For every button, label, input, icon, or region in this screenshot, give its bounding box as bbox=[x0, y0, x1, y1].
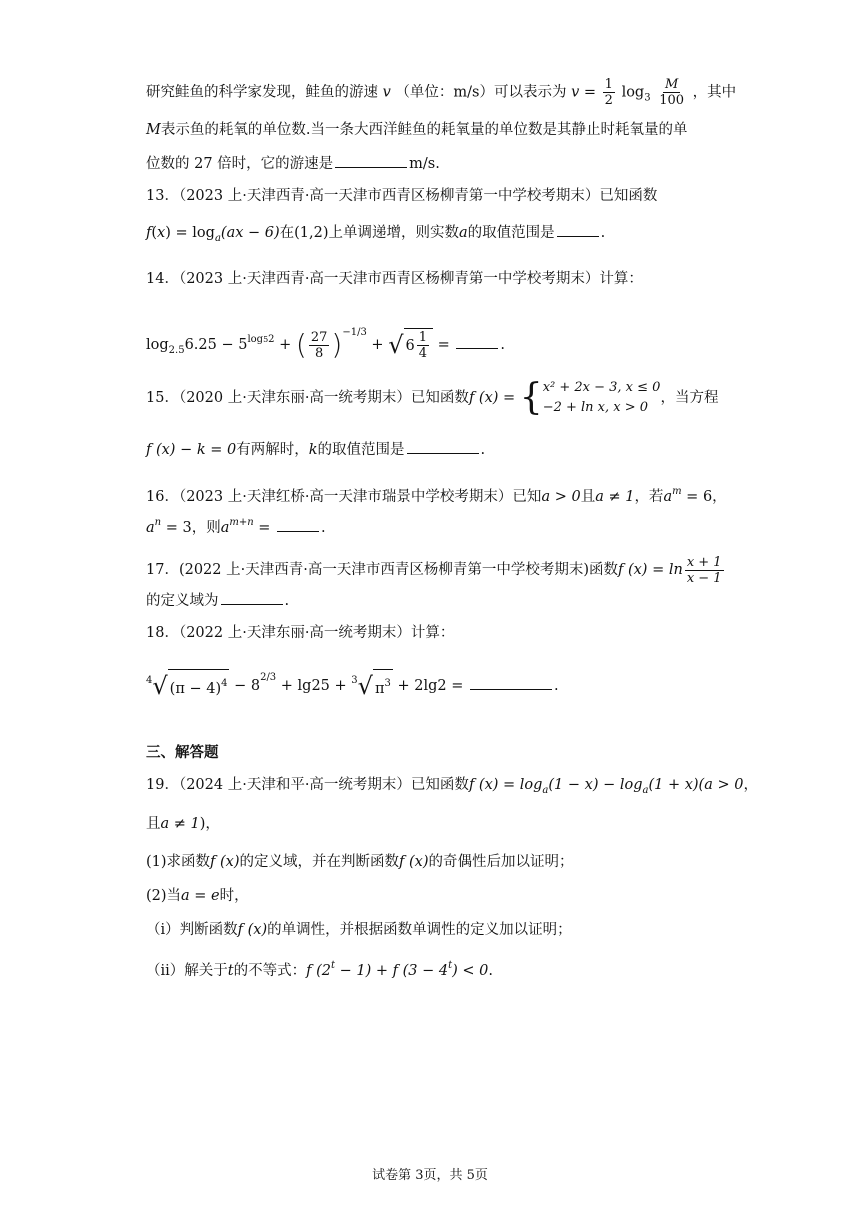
p12-formula-lhs: v = bbox=[571, 84, 601, 101]
p18-minus8: − 8 bbox=[229, 678, 261, 694]
p19-source: 19．（2024 上·天津和平·高一统考期末）已知函数 bbox=[146, 777, 469, 793]
p16-am-val: = 6 bbox=[681, 489, 713, 505]
p19-f1: (1 − x) − log bbox=[548, 777, 643, 793]
p19-comma: ， bbox=[743, 777, 758, 793]
p16-line2 bbox=[146, 513, 820, 538]
answer-blank[interactable] bbox=[335, 153, 407, 168]
p13-f: f bbox=[146, 225, 152, 241]
p19-base2: a bbox=[642, 785, 649, 796]
p19-and: 且 bbox=[146, 816, 161, 832]
q2-text1: (2)当 bbox=[146, 888, 182, 904]
p17-source: 17．(2022 上·天津西青·高一天津市西青区杨柳青第一中学校考期末)函数 bbox=[146, 562, 618, 578]
p12-text3: ，其中 bbox=[692, 84, 737, 101]
p14-power: −1/3 bbox=[342, 327, 367, 338]
qii-t2: t bbox=[448, 960, 453, 971]
p12-text4: 表示鱼的耗氧的单位数.当一条大西洋鲑鱼的耗氧量的单位数是其静止时耗氧量的单 bbox=[160, 122, 688, 138]
right-paren: ) bbox=[331, 328, 343, 361]
p12-unit: m/s. bbox=[409, 156, 440, 172]
p13-arg: (ax − 6) bbox=[220, 225, 280, 241]
p15-fx: f (x) = bbox=[468, 390, 520, 406]
p19-base1: a bbox=[542, 785, 549, 796]
p12-m-frac bbox=[657, 77, 686, 108]
p15-case1: x² + 2x − 3, x ≤ 0 bbox=[542, 380, 661, 395]
qii-end: ) < 0 bbox=[452, 963, 489, 979]
p12-half-frac bbox=[603, 77, 615, 108]
p13-tail2: 的取值范围是 bbox=[467, 225, 555, 241]
p16-comma: ， bbox=[712, 489, 727, 505]
p16-and: 且 bbox=[580, 489, 596, 505]
p14-eq: = bbox=[433, 337, 455, 353]
q1-text1: (1)求函数 bbox=[146, 854, 211, 870]
frac-den: 100 bbox=[659, 93, 685, 108]
radical-sign: √ bbox=[357, 672, 373, 700]
frac-den: 4 bbox=[418, 346, 428, 361]
p14-minus5: − 5 bbox=[216, 337, 248, 353]
p16-eq: = bbox=[253, 520, 276, 536]
answer-blank[interactable] bbox=[456, 334, 498, 349]
p15-text: 有两解时， bbox=[236, 442, 309, 458]
p19-head bbox=[146, 775, 820, 801]
frac-num: 1 bbox=[418, 330, 428, 345]
p15-head bbox=[146, 378, 820, 418]
q1-text2: 的定义域，并在判断函数 bbox=[239, 854, 400, 870]
p16-end: . bbox=[321, 520, 326, 536]
p12-var-m: M bbox=[146, 122, 161, 138]
qii-ineq1: f (2 bbox=[306, 963, 331, 979]
p18-lg25: + lg25 + bbox=[276, 678, 352, 694]
p17-fx: f (x) = ln bbox=[618, 562, 683, 578]
q2-cond: a = e bbox=[181, 888, 220, 904]
p12-log: log bbox=[621, 84, 645, 101]
p15-k: k bbox=[308, 442, 318, 458]
p12-log-base: 3 bbox=[644, 92, 651, 104]
p15-tail: ，当方程 bbox=[660, 390, 719, 406]
p16-cond2: a ≠ 1 bbox=[595, 489, 635, 505]
p15-text2: 的取值范围是 bbox=[317, 442, 405, 458]
qii-mid: − 1) + f (3 − 4 bbox=[335, 963, 449, 979]
p14-end: . bbox=[500, 337, 505, 353]
qii-t1: t bbox=[330, 960, 335, 971]
p19-qii bbox=[146, 956, 820, 981]
p12-text2: （单位：m/s）可以表示为 bbox=[395, 84, 567, 101]
radical-sign: √ bbox=[152, 672, 168, 700]
p19-f2: (1 + x)(a > 0 bbox=[648, 777, 744, 793]
p12-var-v: v bbox=[382, 84, 391, 101]
answer-blank[interactable] bbox=[557, 222, 599, 237]
p19-q2 bbox=[146, 886, 820, 906]
p16-an-val: = 3 bbox=[161, 520, 192, 536]
p18-formula bbox=[146, 664, 820, 703]
qi-fx: f (x) bbox=[237, 922, 268, 938]
p18-root4 bbox=[152, 669, 229, 703]
p18-root3 bbox=[358, 669, 393, 703]
qii-dot: . bbox=[488, 963, 493, 979]
p15-source: 15．（2020 上·天津东丽·高一统考期末）已知函数 bbox=[146, 390, 469, 406]
q1-text3: 的奇偶性后加以证明； bbox=[428, 854, 574, 870]
sqrt-int: 6 bbox=[405, 337, 415, 354]
root-index: 3 bbox=[351, 675, 358, 686]
p16-am: a bbox=[663, 489, 673, 505]
p16-m-exp: m bbox=[672, 486, 682, 497]
qii-t: t bbox=[227, 963, 234, 979]
p13-mid: 在 bbox=[279, 225, 295, 241]
frac-den: 8 bbox=[314, 345, 324, 361]
qi-text2: 的单调性，并根据函数单调性的定义加以证明； bbox=[267, 922, 572, 938]
p16-then: ，则 bbox=[191, 520, 221, 536]
p14-sqrt bbox=[388, 328, 433, 363]
p13-line2: $f(x) = \log_a(ax - 6)$在(1,2)上单调递增，则实数a的取值范围是 . bbox=[146, 222, 820, 249]
p18-source: 18．（2022 上·天津东丽·高一统考期末）计算： bbox=[146, 625, 455, 641]
p19-cond: a ≠ 1 bbox=[160, 816, 200, 832]
p19-qi bbox=[146, 920, 820, 940]
p13-var-a: a bbox=[459, 225, 468, 241]
p14-frac bbox=[309, 330, 330, 361]
p13-base: a bbox=[214, 233, 221, 244]
p19-formula: f (x) = log bbox=[468, 777, 543, 793]
p13-interval: (1,2) bbox=[294, 225, 329, 241]
p13-tail: 上单调递增，则实数 bbox=[328, 225, 460, 241]
p18-head bbox=[146, 623, 820, 643]
p17-line2 bbox=[146, 590, 820, 611]
p15-equation: f (x) − k = 0 bbox=[146, 442, 237, 458]
q1-fx2: f (x) bbox=[399, 854, 429, 870]
p16-n-exp: n bbox=[154, 517, 162, 528]
p14-formula bbox=[146, 316, 820, 368]
left-paren: ( bbox=[295, 328, 307, 361]
p14-plus2: + bbox=[366, 337, 389, 353]
p15-line2 bbox=[146, 439, 820, 460]
answer-blank[interactable] bbox=[221, 590, 283, 605]
p12-line2 bbox=[146, 120, 820, 140]
p18-inner1-exp: 4 bbox=[221, 678, 228, 689]
p12-text1: 研究鲑鱼的科学家发现，鲑鱼的游速 bbox=[146, 84, 378, 101]
p14-exp-base: 5 bbox=[263, 335, 269, 344]
p18-exp8: 2/3 bbox=[260, 672, 277, 683]
answer-blank[interactable] bbox=[470, 675, 552, 690]
p12-line1 bbox=[146, 77, 820, 109]
p18-lg2: + 2lg2 = bbox=[392, 678, 468, 694]
p14-exp-arg: 2 bbox=[268, 334, 275, 345]
p18-inner2: π bbox=[374, 681, 385, 697]
p17-frac bbox=[685, 555, 724, 586]
p15-cases bbox=[543, 378, 661, 418]
p14-source: 14．（2023 上·天津西青·高一天津市西青区杨柳青第一中学校考期末）计算： bbox=[146, 271, 643, 287]
qii-text2: 的不等式： bbox=[233, 963, 307, 979]
p16-source: 16．（2023 上·天津红桥·高一天津市瑞景中学校考期末）已知 bbox=[146, 489, 542, 505]
p19-line2 bbox=[146, 814, 820, 834]
p12-text5: 位数的 27 倍时，它的游速是 bbox=[146, 156, 334, 172]
frac-num: x + 1 bbox=[686, 554, 722, 570]
p19-close: )， bbox=[199, 816, 220, 832]
p16-head bbox=[146, 482, 820, 507]
p17-end: . bbox=[284, 593, 290, 609]
p15-end: . bbox=[480, 442, 486, 458]
p12-line3 bbox=[146, 153, 820, 174]
q2-text2: 时， bbox=[219, 888, 249, 904]
p13-source: 13．（2023 上·天津西青·高一天津市西青区杨柳青第一中学校考期末）已知函数 bbox=[146, 188, 658, 204]
frac-num: 1 bbox=[604, 77, 613, 92]
frac-den: x − 1 bbox=[686, 570, 722, 586]
q1-fx: f (x) bbox=[210, 854, 240, 870]
qi-text1: （i）判断函数 bbox=[146, 922, 238, 938]
p18-inner2-exp: 3 bbox=[384, 678, 391, 689]
root-index: 4 bbox=[146, 675, 153, 686]
frac-num: M bbox=[664, 77, 679, 92]
p14-log-base: 2.5 bbox=[168, 345, 185, 356]
p15-case2: −2 + ln x, x > 0 bbox=[542, 400, 649, 415]
page-footer: 试卷第 3页，共 5页 bbox=[372, 1168, 488, 1183]
p16-amn: a bbox=[220, 520, 230, 536]
p14-log: log bbox=[146, 337, 169, 353]
p16-cond1: a > 0 bbox=[541, 489, 581, 505]
qii-text1: （ii）解关于 bbox=[146, 963, 228, 979]
radical-sign: √ bbox=[388, 331, 404, 359]
p13-x: x bbox=[157, 225, 166, 241]
p14-exp-log: log bbox=[247, 334, 264, 345]
p18-end: . bbox=[553, 678, 559, 694]
section-title: 三、解答题 bbox=[146, 745, 219, 761]
p14-head bbox=[146, 269, 820, 289]
p13-head bbox=[146, 186, 820, 206]
answer-blank[interactable] bbox=[277, 517, 319, 532]
p16-an: a bbox=[146, 520, 155, 536]
brace-icon: { bbox=[519, 377, 543, 418]
p16-if: ，若 bbox=[634, 489, 664, 505]
p14-plus: + bbox=[274, 337, 296, 353]
p17-head bbox=[146, 553, 820, 587]
p13-log: = log bbox=[170, 225, 215, 241]
answer-blank[interactable] bbox=[407, 439, 479, 454]
p18-inner1: (π − 4) bbox=[169, 681, 222, 697]
frac-den: 2 bbox=[604, 93, 613, 108]
p19-q1 bbox=[146, 852, 820, 872]
p14-arg: 6.25 bbox=[184, 337, 217, 353]
p17-text: 的定义域为 bbox=[146, 593, 219, 609]
p13-end: . bbox=[600, 225, 606, 241]
frac-num: 27 bbox=[310, 329, 328, 345]
p16-mn-exp: m+n bbox=[229, 517, 254, 528]
